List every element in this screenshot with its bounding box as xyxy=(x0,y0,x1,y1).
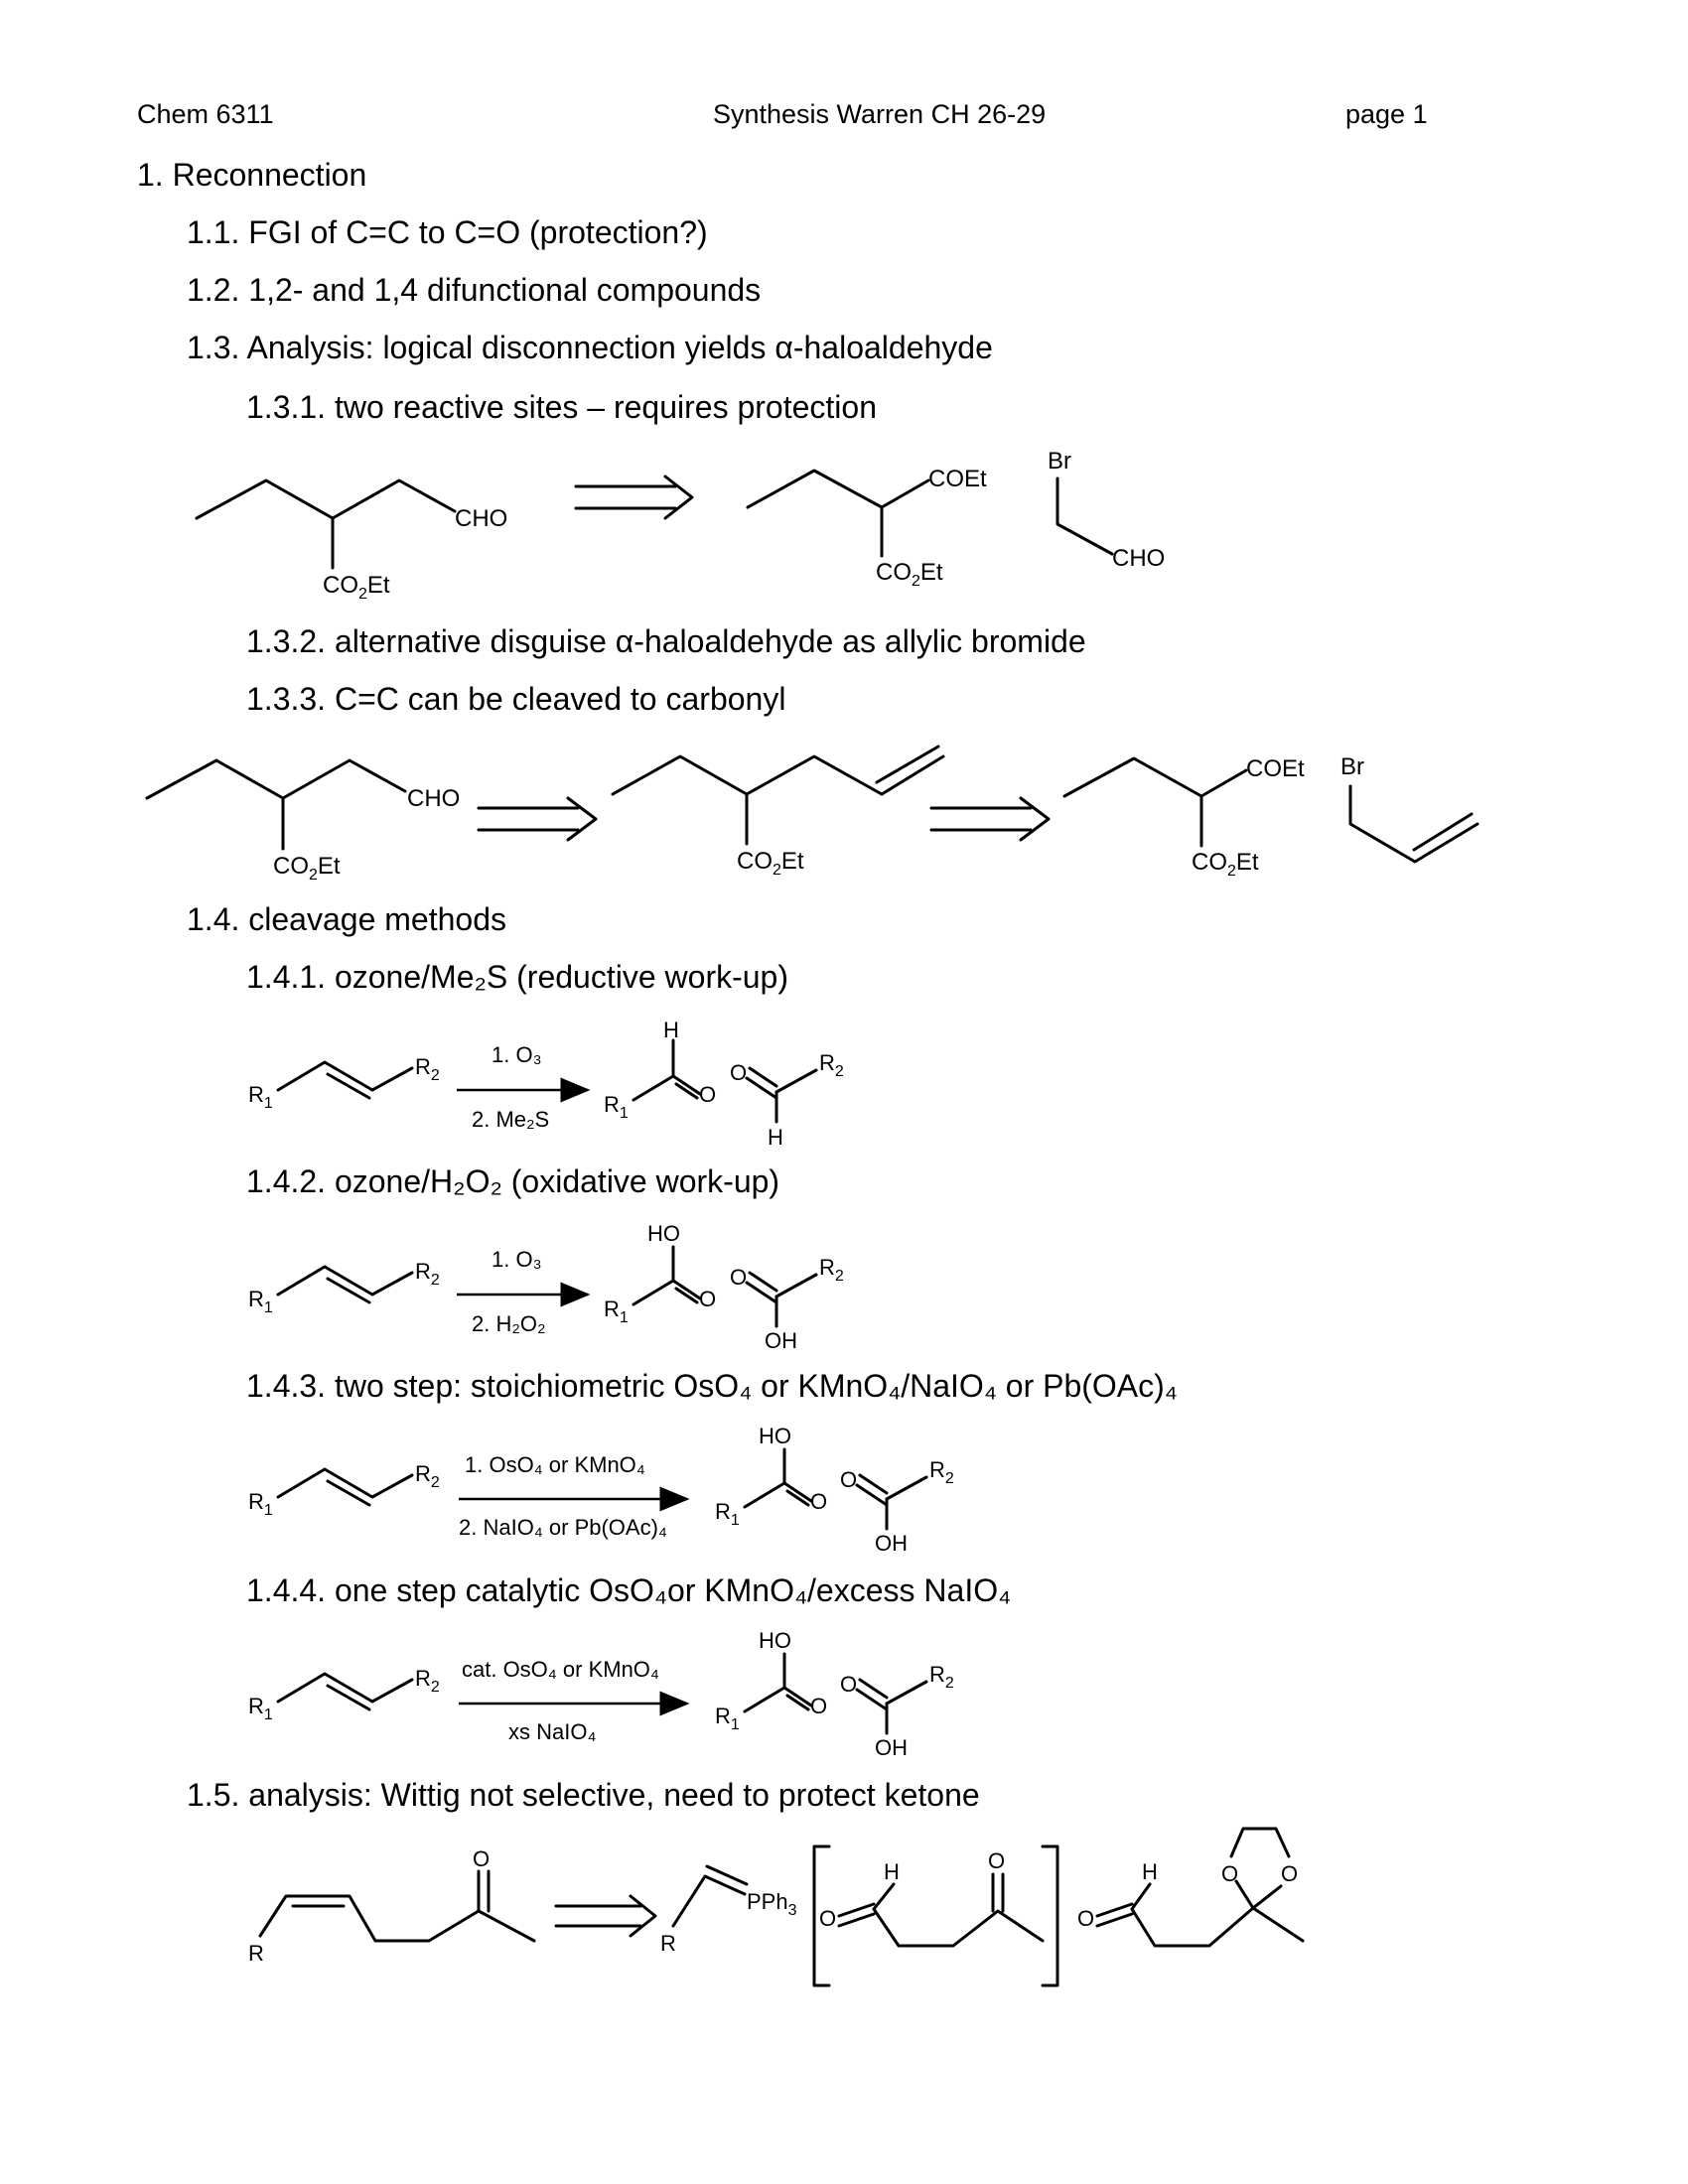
svg-text:H: H xyxy=(768,1125,783,1150)
svg-text:1. O₃: 1. O₃ xyxy=(492,1247,542,1272)
section-1-4-heading: 1.4. cleavage methods xyxy=(187,901,506,937)
svg-text:OH: OH xyxy=(875,1531,908,1556)
section-1-4-2-heading: 1.4.2. ozone/H₂O₂ (oxidative work-up) xyxy=(246,1163,780,1199)
br-label: Br xyxy=(1048,448,1071,475)
svg-text:O: O xyxy=(840,1467,858,1492)
svg-text:R1: $R_1$ xyxy=(604,1297,629,1326)
cis-alkene-ketone xyxy=(248,1846,534,1966)
svg-text:R2: $R_2$ xyxy=(415,1259,440,1289)
alkene-r1-r2 xyxy=(248,1666,440,1723)
ketoaldehyde-bracketed xyxy=(814,1846,1057,1985)
svg-text:O: O xyxy=(988,1848,1006,1873)
svg-text:R1: $R_1$ xyxy=(248,1694,273,1723)
scheme-1-5 xyxy=(248,1829,1303,1985)
svg-text:H: H xyxy=(884,1859,900,1884)
target-aldehyde-ester-2 xyxy=(147,760,460,884)
alkene-r1-r2 xyxy=(248,1461,440,1519)
svg-text:CO2Et: $CO_2Et$ xyxy=(273,853,341,884)
acid-products xyxy=(715,1628,954,1760)
svg-text:CHO: CHO xyxy=(407,785,461,812)
svg-text:HO: HO xyxy=(647,1221,680,1246)
scheme-1-4-1 xyxy=(248,1018,844,1150)
document-title: Synthesis Warren CH 26-29 xyxy=(713,99,1047,129)
svg-text:O: O xyxy=(1077,1906,1095,1931)
svg-text:CO2Et: $CO_2Et$ xyxy=(876,559,943,590)
svg-text:O: O xyxy=(1281,1861,1299,1886)
section-1-4-3-heading: 1.4.3. two step: stoichiometric OsO₄ or KMnO₄/NaIO₄ or Pb(OAc)₄ xyxy=(246,1368,1178,1404)
svg-text:PPh3: PPh$_3$ xyxy=(747,1889,797,1919)
section-1-3-2-heading: 1.3.2. alternative disguise α-haloaldehyde as allylic bromide xyxy=(246,623,1086,659)
aldehyde-products xyxy=(604,1018,844,1150)
svg-text:O: O xyxy=(699,1082,717,1107)
section-1-4-1-heading: 1.4.1. ozone/Me₂S (reductive work-up) xyxy=(246,959,788,995)
svg-text:CO2Et: $CO_2Et$ xyxy=(737,848,804,879)
svg-text:O: O xyxy=(473,1846,491,1871)
section-1-1-heading: 1.1. FGI of C=C to C=O (protection?) xyxy=(187,214,708,250)
svg-text:cat. OsO₄ or KMnO₄: cat. OsO₄ or KMnO₄ xyxy=(462,1657,659,1682)
reagent-ozone: 1. O₃ xyxy=(492,1042,542,1067)
protected-ketal-aldehyde xyxy=(1077,1829,1303,1946)
svg-text:H: H xyxy=(663,1018,679,1042)
svg-text:R2: $R_2$ xyxy=(415,1666,440,1696)
ketoester-synthon xyxy=(748,466,987,590)
svg-text:OH: OH xyxy=(765,1328,797,1353)
svg-text:2. H₂O₂: 2. H₂O₂ xyxy=(472,1311,546,1336)
retro-arrow-3 xyxy=(931,798,1049,840)
scheme-1-3-1 xyxy=(197,448,1165,603)
retro-arrow-4 xyxy=(556,1896,655,1936)
svg-text:CO2Et: $CO_2Et$ xyxy=(323,572,390,603)
svg-text:R2: $R_2$ xyxy=(415,1054,440,1084)
retro-arrow-1 xyxy=(576,477,692,518)
svg-text:CHO: CHO xyxy=(1112,545,1166,572)
svg-text:O: O xyxy=(819,1906,837,1931)
section-1-3-heading: 1.3. Analysis: logical disconnection yields α-haloaldehyde xyxy=(187,330,993,365)
svg-text:R1: $R_1$ xyxy=(248,1287,273,1316)
svg-text:R: R xyxy=(660,1931,676,1956)
scheme-1-3-3 xyxy=(147,747,1477,884)
retro-arrow-2 xyxy=(479,798,596,840)
svg-text:R2: $R_2$ xyxy=(929,1662,954,1692)
svg-text:1. OsO₄ or KMnO₄: 1. OsO₄ or KMnO₄ xyxy=(465,1452,645,1477)
section-1-3-1-heading: 1.3.1. two reactive sites – requires protection xyxy=(246,389,877,425)
svg-text:2. NaIO₄ or Pb(OAc)₄: 2. NaIO₄ or Pb(OAc)₄ xyxy=(459,1515,667,1540)
page-number: page 1 xyxy=(1345,99,1428,129)
svg-text:R1: $R_1$ xyxy=(715,1704,740,1733)
svg-text:CO2Et: $CO_2Et$ xyxy=(1192,849,1259,880)
svg-text:R2: $R_2$ xyxy=(819,1050,844,1080)
svg-text:R1: $R_1$ xyxy=(248,1489,273,1519)
scheme-1-4-3 xyxy=(248,1424,954,1556)
cho-label: CHO xyxy=(455,505,508,532)
acid-products xyxy=(604,1221,844,1353)
svg-text:R2: $R_2$ xyxy=(929,1457,954,1487)
section-1-5-heading: 1.5. analysis: Wittig not selective, need to protect ketone xyxy=(187,1777,980,1813)
coet-label: COEt xyxy=(928,466,987,492)
svg-text:COEt: COEt xyxy=(1246,755,1305,782)
scheme-1-4-4 xyxy=(248,1628,954,1760)
ketoester-synthon-2 xyxy=(1064,755,1305,880)
svg-text:R2: $R_2$ xyxy=(415,1461,440,1491)
section-1-2-heading: 1.2. 1,2- and 1,4 difunctional compounds xyxy=(187,272,762,308)
acid-products xyxy=(715,1424,954,1556)
svg-text:O: O xyxy=(1221,1861,1239,1886)
alkene-r1-r2 xyxy=(248,1054,440,1112)
svg-text:O: O xyxy=(810,1489,828,1514)
section-1-heading: 1. Reconnection xyxy=(137,157,367,193)
svg-text:O: O xyxy=(810,1694,828,1718)
svg-text:R1: $R_1$ xyxy=(248,1082,273,1112)
reagent-me2s: 2. Me₂S xyxy=(472,1107,550,1132)
svg-text:HO: HO xyxy=(759,1628,791,1653)
svg-text:xs NaIO₄: xs NaIO₄ xyxy=(508,1719,597,1744)
svg-text:O: O xyxy=(730,1060,748,1085)
course-name: Chem 6311 xyxy=(137,99,274,129)
svg-text:R1: $R_1$ xyxy=(604,1092,629,1122)
section-1-4-4-heading: 1.4.4. one step catalytic OsO₄or KMnO₄/excess NaIO₄ xyxy=(246,1572,1012,1608)
svg-text:R1: $R_1$ xyxy=(715,1499,740,1529)
bromoacetaldehyde xyxy=(1048,448,1165,572)
section-1-3-3-heading: 1.3.3. C=C can be cleaved to carbonyl xyxy=(246,681,786,717)
svg-text:O: O xyxy=(730,1265,748,1290)
scheme-1-4-2 xyxy=(248,1221,844,1353)
svg-text:OH: OH xyxy=(875,1735,908,1760)
svg-text:O: O xyxy=(840,1672,858,1697)
alkene-r1-r2 xyxy=(248,1259,440,1316)
svg-text:Br: Br xyxy=(1340,753,1364,780)
target-aldehyde-ester-1 xyxy=(197,480,507,603)
allyl-bromide xyxy=(1340,753,1477,862)
wittig-ylide xyxy=(660,1866,797,1956)
svg-text:H: H xyxy=(1142,1859,1158,1884)
svg-text:R: R xyxy=(248,1941,264,1966)
svg-text:O: O xyxy=(699,1287,717,1311)
svg-text:HO: HO xyxy=(759,1424,791,1448)
svg-text:R2: $R_2$ xyxy=(819,1255,844,1285)
alkene-ester xyxy=(613,747,943,879)
